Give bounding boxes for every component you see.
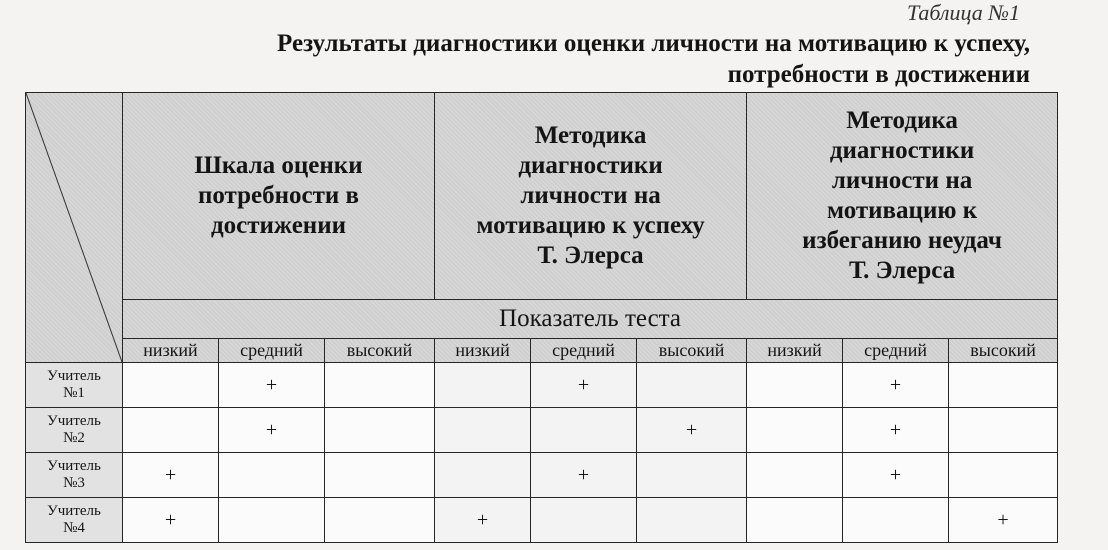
- table-cell: [325, 498, 435, 543]
- method-line: Шкала оценки: [194, 152, 363, 179]
- table-cell: [747, 498, 843, 543]
- table-cell: [637, 363, 747, 408]
- method-line: потребности в: [197, 182, 360, 209]
- method-line: Методика: [534, 122, 647, 149]
- row-label-line: №2: [63, 430, 85, 446]
- level-mid-3: средний: [843, 339, 949, 363]
- table-row: [26, 453, 1058, 498]
- method-header-failure-avoidance: [747, 93, 1058, 300]
- table-cell: [747, 453, 843, 498]
- method-line: диагностики: [518, 152, 663, 179]
- table-cell: [637, 453, 747, 498]
- table-cell: +: [843, 363, 949, 408]
- table-cell: +: [435, 498, 531, 543]
- row-label-line: №4: [63, 520, 85, 536]
- corner-diagonal-cell: [26, 93, 123, 363]
- row-label: [26, 453, 123, 498]
- table-cell: [531, 408, 637, 453]
- table-cell: [325, 363, 435, 408]
- table-cell: +: [123, 453, 219, 498]
- table-title-line-1: Результаты диагностики оценки личности на мотивацию к успеху,: [277, 30, 1030, 57]
- level-high-1: высокий: [325, 339, 435, 363]
- table-cell: [219, 453, 325, 498]
- table-cell: [123, 408, 219, 453]
- method-line: мотивацию к успеху: [476, 212, 705, 239]
- method-line: избеганию неудач: [802, 227, 1002, 254]
- method-line: Методика: [846, 107, 958, 134]
- table-cell: [435, 408, 531, 453]
- table-cell: +: [219, 363, 325, 408]
- table-cell: +: [843, 408, 949, 453]
- method-line: достижении: [210, 212, 347, 239]
- method-line: Т. Элерса: [848, 257, 956, 284]
- table-cell: [747, 408, 843, 453]
- table-cell: +: [219, 408, 325, 453]
- table-cell: [435, 363, 531, 408]
- table-cell: [949, 408, 1058, 453]
- level-high-3: высокий: [949, 339, 1058, 363]
- method-line: личности на: [831, 167, 973, 194]
- row-label-line: Учитель: [47, 413, 101, 429]
- table-cell: +: [531, 453, 637, 498]
- table-cell: [637, 498, 747, 543]
- table-cell: [325, 453, 435, 498]
- table-cell: [219, 498, 325, 543]
- table-cell: +: [843, 453, 949, 498]
- table-title-line-2: потребности в достижении: [727, 61, 1030, 88]
- row-label: [26, 498, 123, 543]
- table-row: [26, 408, 1058, 453]
- row-label-line: Учитель: [47, 368, 101, 384]
- table-row: [26, 363, 1058, 408]
- level-high-2: высокий: [637, 339, 747, 363]
- table-cell: [123, 363, 219, 408]
- row-label-line: Учитель: [47, 503, 101, 519]
- table-cell: [435, 453, 531, 498]
- diagonal-line: [26, 93, 122, 362]
- table-number-label: Таблица №1: [906, 0, 1020, 25]
- table-cell: [531, 498, 637, 543]
- method-header-success-motivation: [435, 93, 747, 300]
- table-cell: +: [637, 408, 747, 453]
- table-cell: [843, 498, 949, 543]
- test-indicator-header: Показатель теста: [123, 300, 1058, 339]
- table-cell: +: [123, 498, 219, 543]
- level-mid-2: средний: [531, 339, 637, 363]
- level-low-1: низкий: [123, 339, 219, 363]
- method-line: Т. Элерса: [537, 242, 644, 269]
- level-low-2: низкий: [435, 339, 531, 363]
- table-cell: [747, 363, 843, 408]
- table-cell: +: [531, 363, 637, 408]
- row-label-line: Учитель: [47, 458, 101, 474]
- table-row: [26, 498, 1058, 543]
- row-label-line: №1: [63, 385, 85, 401]
- table-cell: [949, 453, 1058, 498]
- method-line: личности на: [520, 182, 661, 209]
- method-line: диагностики: [829, 137, 975, 164]
- level-low-3: низкий: [747, 339, 843, 363]
- table-cell: [949, 363, 1058, 408]
- row-label: [26, 408, 123, 453]
- results-table: [25, 92, 1058, 543]
- method-line: мотивацию к: [827, 197, 978, 224]
- table-cell: +: [949, 498, 1058, 543]
- row-label-line: №3: [63, 475, 85, 491]
- level-mid-1: средний: [219, 339, 325, 363]
- row-label: [26, 363, 123, 408]
- method-header-need-achievement: [123, 93, 435, 300]
- table-cell: [325, 408, 435, 453]
